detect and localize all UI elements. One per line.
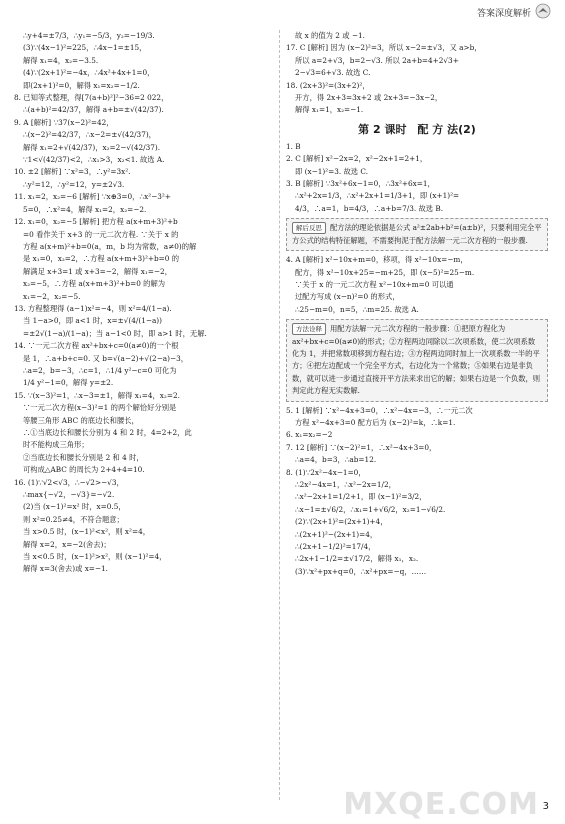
reflection-text: 配方法的理论依据是公式 a²±2ab+b²=(a±b)²，只要利用完全平方公式的结构特征解题，不需要拘泥于配方法解一元二次方程的一般步骤. [292,223,542,245]
answer-line: 16. (1)∵√2<√3，∴−√2>−√3， [14,477,124,487]
answer-line: x₂=−5，∴方程 a(x+m+3)²+b=0 的解为 [23,279,166,289]
answer-line: ∴25−m=0，n=5，∴m=25. 故选 A. [295,304,419,314]
answer-line: 14. ∵一元二次方程 ax²+bx+c=0(a≠0)的一个根 [14,341,179,351]
answer-line: 所以 a=2+√3，b=2−√3. 所以 2a+b=4+2√3+ [295,55,459,65]
answer-line: 8. (1)∵2x²−4x−1=0， [286,467,366,477]
answer-line: 13. 方程整理得 (a−1)x²=−4，则 x²=4/(1−a). [14,303,172,313]
answer-line: ∴(x−2)²=42/37，∴x−2=±√(42/37)， [23,130,156,140]
answer-line: 过配方写成 (x−n)²=0 的形式， [295,292,400,302]
right-column-mid2 [286,254,548,316]
answer-line: 2. C [解析] x²−2x=2，x²−2x+1=2+1， [286,154,428,164]
answer-line: ∴a=4，b=3，∴ab=12. [295,455,377,465]
answer-line: 则 x²=0.25≠4，不符合题意； [23,514,124,524]
method-text: 用配方法解一元二次方程的一般步骤：①把原方程化为 ax²+bx+c=0(a≠0)的形式；②方程两边同除以二次项系数，使二次项系数化为 1，并把常数项移到方程右边；③方程两边同时加上一次项系数一半的平方；④把左边配成一个完全平方式，右边化为一个常数；⑤如果右边是非负数，就可以进一步通过直接开平方法来求出它的解；如果右边是一个负数，则判定此方程无实数解. [292,324,541,396]
answer-line: 17. C [解析] 因为 (x−2)²=3，所以 x−2=±√3，又 a>b， [286,43,482,53]
answer-line: 1/4 y²−1=0，解得 y=±2. [23,378,114,388]
answer-line: 当 x<0.5 时，(x−1)²>x²，则 (x−1)²=4， [23,552,167,562]
answer-line: 当 1−a>0，即 a<1 时，x=±√(4/(1−a)) [23,316,163,326]
answer-line: x₁=−2，x₂=−5. [23,291,81,301]
answer-line: 6. x₁=x₂=−2 [286,430,333,440]
answer-line: 方程 a(x+m)²+b=0(a，m，b 均为常数，a≠0)的解 [23,241,197,251]
answer-line: ∴x−1=±√6/2，∴x₁=1+√6/2，x₂=1−√6/2. [295,504,446,514]
answer-line: ∴(2x+1)²−(2x+1)=4， [295,529,378,539]
answer-line: (2)当 (x−1)²=x² 时，x=0.5， [23,502,126,512]
answer-line: 解得 x₁=4，x₂=−3.5. [23,55,99,65]
reflection-box [286,218,548,251]
book-logo-icon [535,3,551,19]
page-header [0,0,565,26]
answer-line: 解得 x₁=2+√(42/37)，x₂=2−√(42/37). [23,142,161,152]
answer-line: 15. ∵(x−3)²=1，∴x−3=±1，解得 x₁=4，x₂=2. [14,390,180,400]
answer-line: (4)∵(2x+1)²=−4x，∴4x²+4x+1=0， [23,68,155,78]
answer-line: 是 1，∴a+b+c=0. 又 b=√(a−2)+√(2−a)−3， [23,353,189,363]
right-column [286,30,548,798]
answer-line: 8. 已知等式整理，得[7(a+b)²]²−36=2 022， [14,93,169,103]
reflection-tag: 解后反思 [292,222,326,234]
answer-line: ∴2x+1−1/2=±√17/2，解得 x₁，x₂. [295,554,419,564]
answer-line: 等腰三角形 ABC 的底边长和腰长， [23,415,139,425]
answer-line: 5=0，∴x²=4，解得 x₁=2，x₂=−2. [23,204,147,214]
answer-line: 时不能构成三角形； [23,440,89,450]
left-column [14,30,276,798]
answer-line: =±2√(1−a)/(1−a)；当 a−1<0 时，即 a>1 时，无解. [23,328,207,338]
answer-line: 解满足 x+3=1 或 x+3=−2，解得 x₁=−2， [23,266,172,276]
answer-line: (2)∵(2x+1)²=(2x+1)+4， [295,517,388,527]
answer-line: 10. ±2 [解析] ∵x²=3，∴y²=3x². [14,167,131,177]
right-column-mid [286,141,548,215]
answer-line: ∴①当底边长和腰长分别为 4 和 2 时，4=2+2，此 [23,428,192,437]
answer-line: 2−√3=6+√3. 故选 C. [295,68,371,78]
right-column-bottom [286,405,548,579]
answer-line: ∵一元二次方程(x−3)²=1 的两个解恰好分别是 [23,403,177,413]
answer-line: ∴x²+2x=1/3，∴x²+2x+1=1/3+1，即 (x+1)²= [295,191,460,201]
answer-line: 5. 1 [解析] ∵x²−4x+3=0，∴x²−4x=−3，∴一元二次 [286,405,473,415]
answer-line: 解得 x=3(舍去)或 x=−1. [23,564,108,574]
answer-line: ∴2x²−4x=1，∴x²−2x=1/2， [295,480,396,489]
answer-line: 18. (2x+3)²=(3x+2)²， [286,80,370,90]
answer-line: 解得 x₁=1，x₂=−1. [295,105,364,115]
header-title: 答案深度解析 [476,9,531,19]
watermark: MXQE.COM [343,787,539,822]
answer-line: (3)∵x²+px+q=0，∴x²+px=−q，…… [295,566,427,576]
page-number: 3 [542,801,549,812]
answer-line: 4. A [解析] x²−10x+m=0，移项，得 x²−10x=−m， [286,255,468,265]
answer-line: ∴x²−2x+1=1/2+1，即 (x−1)²=3/2， [295,492,427,502]
answer-line: 可构成△ABC 的周长为 2+4+4=10. [23,465,145,475]
answer-line: ∴y+4=±7/3，∴y₁=−5/3，y₂=−19/3. [23,31,155,40]
answer-line: 当 x>0.5 时，(x−1)²<x²，则 x²=4， [23,527,151,537]
answer-line: 3. B [解析] ∵3x²+6x−1=0，∴3x²+6x=1， [286,179,435,189]
answer-line: 4/3，∴a=1，b=4/3，∴a+b=7/3. 故选 B. [295,203,444,213]
answer-line: 9. A [解析] ∵37(x−2)²=42， [14,117,114,127]
answer-line: ∵1<√(42/37)<2，∴x₁>3，x₂<1. 故选 A. [23,155,165,165]
answer-line: 12. x₁=0，x₂=−5 [解析] 把方程 a(x+m+3)²+b [14,217,178,227]
answer-line: ∵关于 x 的一元二次方程 x²−10x+m=0 可以通 [295,279,454,289]
answer-line: ②当底边长和腰长分别是 2 和 4 时， [23,452,144,462]
answer-line: 11. x₁=2，x₂=−6 [解析] ∵x⊕3=0，∴x²−3²+ [14,192,171,202]
method-box [286,319,548,401]
right-column-top [286,30,548,117]
answer-line: ∴max{−√2，−√3}=−√2. [23,490,115,500]
lesson-title: 第 2 课时 配 方 法(2) [358,122,476,136]
answer-line: 故 x 的值为 2 或 −1. [295,31,365,40]
answer-line: =0 看作关于 x+3 的一元二次方程. ∵关于 x 的 [23,229,179,239]
answer-line: 配方，得 x²−10x+25=−m+25，即 (x−5)²=25−m. [295,267,475,277]
answer-line: ∴(a+b)²=42/37，解得 a+b=±√(42/37). [23,105,164,115]
answer-line: 开方，得 2x+3=3x+2 或 2x+3=−3x−2， [295,93,443,103]
method-tag: 方法诠释 [292,323,326,335]
answer-line: 即 (x−1)²=3. 故选 C. [295,166,369,176]
answer-line: ∴(2x+1−1/2)²=17/4， [295,542,376,552]
answer-line: 方程 x²−4x+3=0 配方后为 (x−2)²=k，∴k=1. [295,417,456,427]
answer-line: 解得 x=2，x=−2(舍去)； [23,539,111,549]
column-divider [279,30,280,800]
answer-line: ∴y²=12，∴y²=12，y=±2√3. [23,179,125,189]
answer-line: (3)∵(4x−1)²=225，∴4x−1=±15， [23,43,147,53]
answer-line: 即(2x+1)²=0，解得 x₁=x₂=−1/2. [23,80,140,90]
answer-line: 7. 12 [解析] ∵(x−2)²=1，∴x²−4x+3=0， [286,442,437,452]
answer-line: 是 x₁=0，x₂=2，∴方程 a(x+m+3)²+b=0 的 [23,254,180,264]
answer-line: 1. B [286,141,301,151]
answer-line: ∴a=2，b=−3，∴c=1，∴1/4 y²−c=0 可化为 [23,365,177,375]
